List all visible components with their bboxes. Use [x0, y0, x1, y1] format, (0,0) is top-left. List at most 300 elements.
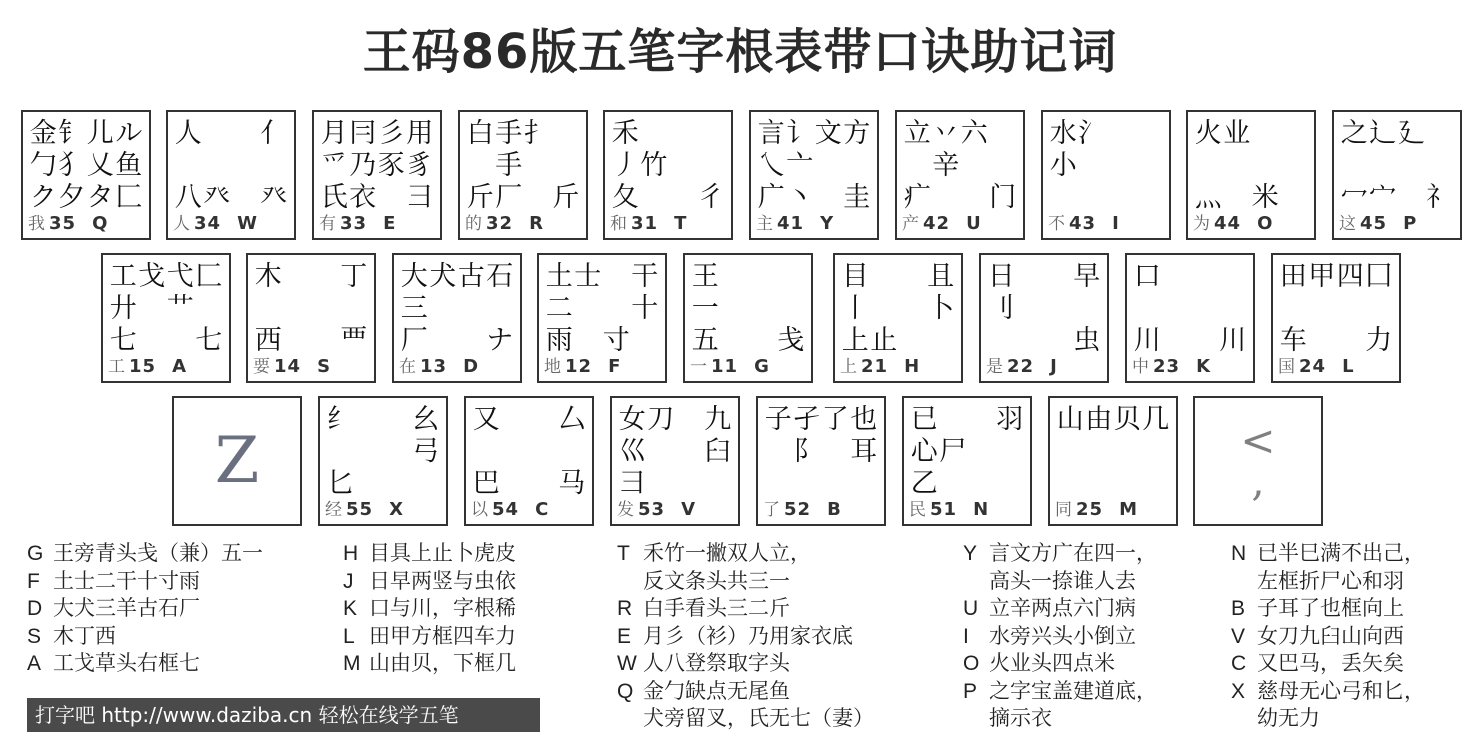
root-glyph: 七	[195, 325, 223, 356]
root-glyph: 匚	[195, 261, 223, 292]
root-glyph: 二	[545, 293, 573, 324]
root-glyph	[412, 468, 441, 500]
root-glyph	[457, 293, 486, 325]
root-glyph	[355, 436, 384, 468]
root-glyph: 一	[691, 293, 719, 324]
key-zone-code: 25	[1076, 499, 1104, 520]
key-roots	[691, 261, 805, 357]
key-label	[471, 499, 548, 521]
root-glyph	[987, 325, 1016, 357]
key-label	[544, 356, 620, 378]
mnemonic-text: 女刀九臼山向西	[1257, 623, 1404, 648]
root-glyph	[602, 293, 631, 325]
root-glyph: 也	[850, 404, 878, 435]
mnemonic-letter: X	[1231, 679, 1246, 703]
root-glyph	[996, 436, 1025, 468]
key-l[interactable]	[1271, 253, 1401, 383]
mnemonic-letter: Q	[617, 679, 634, 703]
mnemonic-line	[963, 568, 1157, 596]
mnemonic-letter: S	[27, 624, 42, 648]
root-glyph	[1078, 150, 1107, 182]
root-glyph	[631, 325, 660, 357]
root-glyph	[383, 404, 412, 436]
root-glyph	[1113, 468, 1142, 500]
mnemonic-text: 大犬三羊古石厂	[53, 596, 200, 620]
root-glyph: 亻	[260, 118, 288, 149]
mnemonic-line	[1231, 623, 1425, 651]
root-glyph: 五	[691, 325, 719, 356]
key-m[interactable]	[1048, 396, 1178, 526]
key-zone-code: 21	[861, 356, 889, 377]
key-w[interactable]	[166, 110, 296, 240]
root-glyph: ク	[29, 182, 57, 213]
key-zone-code: 44	[1214, 213, 1242, 234]
key-roots	[618, 404, 732, 500]
root-glyph	[1016, 293, 1045, 325]
root-glyph	[720, 325, 749, 357]
key-label	[1132, 356, 1210, 378]
mnemonic-text: 禾竹一撇双人立，	[643, 541, 811, 565]
key-zone-code: 42	[923, 213, 951, 234]
root-glyph	[283, 325, 312, 357]
root-glyph	[429, 325, 458, 357]
key-zone-code: 22	[1007, 356, 1035, 377]
root-glyph: 士	[574, 261, 602, 292]
root-glyph	[821, 468, 850, 500]
root-glyph	[989, 150, 1018, 182]
key-letter: J	[1050, 356, 1057, 377]
root-glyph	[1426, 118, 1455, 150]
root-glyph: 用	[406, 118, 434, 149]
mnemonic-line	[963, 678, 1157, 706]
key-label	[399, 356, 478, 378]
mnemonic-line	[963, 540, 1157, 568]
root-glyph: 爫	[320, 150, 348, 181]
key-x[interactable]	[318, 396, 448, 526]
root-glyph	[1280, 150, 1309, 182]
root-glyph	[1135, 150, 1164, 182]
root-glyph	[529, 436, 558, 468]
root-glyph: 广	[757, 182, 785, 213]
mnemonic-text: 木丁西	[53, 623, 116, 648]
root-glyph: 礻	[1426, 182, 1454, 213]
mnemonic-letter: P	[963, 679, 978, 703]
root-glyph: 古	[457, 261, 485, 292]
key-letter: L	[1342, 356, 1354, 377]
key-o[interactable]	[1186, 110, 1316, 240]
key-roots	[910, 404, 1024, 500]
root-glyph: 木	[254, 261, 282, 292]
root-glyph: 巴	[472, 468, 500, 499]
mnemonic-line	[963, 705, 1157, 733]
root-glyph: 覀	[340, 325, 368, 356]
key-high-frequency-char: 和	[610, 214, 627, 234]
key-roots	[174, 118, 288, 214]
root-glyph	[138, 325, 167, 357]
root-glyph: 厶	[558, 404, 586, 435]
root-glyph: 马	[558, 468, 586, 499]
key-e[interactable]	[312, 110, 442, 240]
root-glyph	[523, 150, 552, 182]
root-glyph: 钅	[58, 118, 86, 149]
key-label	[28, 213, 107, 235]
punctuation-key[interactable]	[1193, 396, 1323, 526]
mnemonic-line	[617, 595, 874, 623]
key-roots	[109, 261, 223, 357]
root-glyph	[523, 182, 552, 214]
root-glyph: 六	[960, 118, 988, 149]
mnemonic-letter: T	[617, 542, 630, 565]
key-label	[253, 356, 330, 378]
key-h[interactable]	[833, 253, 963, 383]
root-glyph: 弋	[166, 261, 194, 292]
mnemonic-text: 工戈草头右框七	[53, 651, 200, 675]
root-glyph: 耳	[850, 436, 878, 467]
z-key[interactable]	[172, 396, 302, 526]
key-high-frequency-char: 要	[253, 357, 270, 377]
root-glyph	[764, 436, 793, 468]
root-glyph: 目	[841, 261, 869, 292]
root-glyph: 疒	[903, 182, 931, 213]
root-glyph: 匕	[326, 468, 354, 499]
key-letter: T	[674, 213, 687, 234]
root-glyph	[720, 293, 749, 325]
root-glyph	[764, 468, 793, 500]
root-glyph: 八	[174, 182, 202, 213]
root-glyph: 石	[486, 261, 514, 292]
root-glyph: 巛	[618, 436, 646, 467]
key-zone-code: 31	[631, 213, 659, 234]
root-glyph: タ	[86, 182, 114, 213]
key-zone-code: 14	[274, 356, 302, 377]
root-glyph	[355, 468, 384, 500]
root-glyph	[1044, 325, 1073, 357]
root-glyph: 勹	[29, 150, 57, 181]
root-glyph: 尸	[939, 436, 967, 467]
key-letter: E	[383, 213, 396, 234]
root-glyph: 已	[910, 404, 938, 435]
root-glyph: 戋	[777, 325, 805, 356]
root-glyph	[1044, 261, 1073, 293]
root-glyph: 心	[910, 436, 938, 467]
root-glyph	[231, 118, 260, 150]
root-glyph: 鱼	[115, 150, 143, 181]
root-glyph: 手	[495, 150, 523, 181]
root-glyph	[377, 182, 406, 214]
key-s[interactable]	[246, 253, 376, 383]
root-glyph	[1085, 436, 1114, 468]
root-glyph: 乂	[86, 150, 114, 181]
root-glyph	[231, 150, 260, 182]
root-glyph: 三	[400, 293, 428, 324]
key-u[interactable]	[895, 110, 1025, 240]
root-glyph: 七	[109, 325, 137, 356]
key-roots	[1133, 261, 1247, 357]
mnemonic-letter: N	[1231, 542, 1247, 565]
root-glyph	[501, 468, 530, 500]
root-glyph: 人	[174, 118, 202, 149]
root-glyph	[501, 404, 530, 436]
root-glyph: 弓	[412, 436, 440, 467]
root-glyph	[1365, 293, 1394, 325]
key-zone-code: 53	[638, 499, 666, 520]
root-glyph	[967, 468, 996, 500]
key-zone-code: 51	[930, 499, 958, 520]
root-glyph: 虫	[1073, 325, 1101, 356]
root-glyph	[383, 436, 412, 468]
key-p[interactable]	[1332, 110, 1462, 240]
key-n[interactable]	[902, 396, 1032, 526]
root-glyph	[668, 118, 697, 150]
root-glyph: 禾	[611, 118, 639, 149]
root-glyph	[231, 182, 260, 214]
key-zone-code: 55	[346, 499, 374, 520]
root-glyph	[927, 325, 956, 357]
key-letter: F	[608, 356, 621, 377]
key-label	[319, 213, 395, 235]
root-glyph	[429, 293, 458, 325]
key-letter: Y	[820, 213, 834, 234]
root-glyph: 乃	[349, 150, 377, 181]
root-glyph	[1397, 150, 1426, 182]
root-glyph	[466, 150, 495, 182]
root-glyph	[668, 150, 697, 182]
root-glyph	[552, 118, 581, 150]
root-glyph	[1044, 293, 1073, 325]
key-letter: N	[973, 499, 989, 520]
root-glyph: 羽	[996, 404, 1024, 435]
root-glyph: 冖	[1340, 182, 1368, 213]
mnemonic-column	[27, 540, 263, 678]
root-glyph	[558, 436, 587, 468]
root-glyph	[1426, 150, 1455, 182]
root-glyph	[1162, 293, 1191, 325]
key-high-frequency-char: 发	[617, 500, 634, 520]
root-glyph	[355, 404, 384, 436]
root-glyph	[574, 325, 603, 357]
root-glyph: 氵	[1078, 118, 1106, 149]
key-high-frequency-char: 国	[1278, 357, 1295, 377]
key-q[interactable]	[21, 110, 151, 240]
root-glyph	[870, 261, 899, 293]
root-glyph: 田	[1279, 261, 1307, 292]
root-glyph	[1135, 182, 1164, 214]
root-glyph: 西	[254, 325, 282, 356]
key-t[interactable]	[603, 110, 733, 240]
key-high-frequency-char: 产	[902, 214, 919, 234]
root-glyph: 止	[870, 325, 898, 356]
root-glyph: 阝	[793, 436, 821, 467]
root-glyph: 夂	[611, 182, 639, 213]
key-k[interactable]	[1125, 253, 1255, 383]
key-letter: U	[966, 213, 981, 234]
root-glyph	[704, 468, 733, 500]
root-glyph	[138, 293, 167, 325]
key-letter: K	[1196, 356, 1211, 377]
root-glyph: 衣	[349, 182, 377, 213]
root-glyph	[1219, 293, 1248, 325]
mnemonic-column	[343, 540, 516, 678]
key-b[interactable]	[756, 396, 886, 526]
key-letter: C	[535, 499, 549, 520]
key-zone-code: 23	[1153, 356, 1181, 377]
root-glyph: 之	[1340, 118, 1368, 149]
mnemonic-line	[27, 568, 263, 596]
key-c[interactable]	[464, 396, 594, 526]
root-glyph: 夕	[58, 182, 86, 213]
key-high-frequency-char: 不	[1048, 214, 1065, 234]
mnemonic-line	[27, 540, 263, 568]
mnemonic-line	[27, 623, 263, 651]
mnemonic-text: 犬旁留叉，氏无七（妻）	[643, 706, 874, 730]
root-glyph	[1190, 293, 1219, 325]
root-glyph	[1308, 325, 1337, 357]
mnemonic-text: 又巴马，丢矢矣	[1257, 651, 1404, 675]
root-glyph: 彐	[406, 182, 434, 213]
root-glyph: 廴	[1397, 118, 1425, 149]
root-glyph: 雨	[545, 325, 573, 356]
root-glyph	[777, 293, 806, 325]
root-glyph: 刂	[987, 293, 1015, 324]
root-glyph: 亠	[786, 150, 814, 181]
key-roots	[611, 118, 725, 214]
key-j[interactable]	[979, 253, 1109, 383]
key-g[interactable]	[683, 253, 813, 383]
root-glyph: 九	[704, 404, 732, 435]
root-glyph	[574, 293, 603, 325]
root-glyph	[1016, 325, 1045, 357]
key-d[interactable]	[392, 253, 522, 383]
root-glyph: 土	[545, 261, 573, 292]
mnemonic-line	[1231, 678, 1425, 706]
mnemonic-letter: B	[1231, 597, 1246, 620]
key-high-frequency-char: 为	[1193, 214, 1210, 234]
root-glyph: 干	[631, 261, 659, 292]
key-a[interactable]	[101, 253, 231, 383]
root-glyph	[166, 325, 195, 357]
key-high-frequency-char: 是	[986, 357, 1003, 377]
root-glyph: 艹	[166, 293, 194, 324]
key-letter: M	[1119, 499, 1137, 520]
key-letter: O	[1257, 213, 1273, 234]
key-roots	[29, 118, 143, 214]
root-glyph: 丷	[932, 118, 960, 149]
key-r[interactable]	[458, 110, 588, 240]
root-glyph: 丨	[841, 293, 869, 324]
less-than-label: <	[1240, 416, 1276, 465]
key-roots	[545, 261, 659, 357]
root-glyph	[529, 468, 558, 500]
root-glyph	[1223, 182, 1252, 214]
mnemonic-letter: K	[343, 597, 358, 620]
root-glyph	[843, 150, 872, 182]
key-letter: X	[389, 499, 403, 520]
key-zone-code: 33	[340, 213, 368, 234]
root-glyph	[195, 293, 224, 325]
key-y[interactable]	[749, 110, 879, 240]
mnemonic-line	[343, 623, 516, 651]
key-letter: Q	[92, 213, 108, 234]
key-letter: D	[463, 356, 479, 377]
root-glyph	[939, 404, 968, 436]
root-glyph	[1251, 118, 1280, 150]
root-glyph: 宀	[1369, 182, 1397, 213]
mnemonic-text: 月彡（衫）乃用家衣底	[643, 623, 853, 648]
mnemonic-letter: C	[1231, 652, 1247, 675]
root-glyph	[777, 261, 806, 293]
key-i[interactable]	[1041, 110, 1171, 240]
key-zone-code: 32	[486, 213, 514, 234]
key-letter: V	[681, 499, 695, 520]
key-v[interactable]	[610, 396, 740, 526]
key-roots	[254, 261, 368, 357]
mnemonic-letter: M	[343, 652, 361, 675]
key-zone-code: 24	[1299, 356, 1327, 377]
key-roots	[1056, 404, 1170, 500]
root-glyph: 言	[757, 118, 785, 149]
root-glyph	[898, 293, 927, 325]
key-label	[610, 213, 686, 235]
root-glyph	[939, 468, 968, 500]
root-glyph: 工	[109, 261, 137, 292]
mnemonic-line	[343, 595, 516, 623]
root-glyph	[1219, 261, 1248, 293]
key-letter: R	[529, 213, 543, 234]
root-glyph	[1369, 150, 1398, 182]
mnemonic-line	[1231, 568, 1425, 596]
root-glyph: 匚	[115, 182, 143, 213]
root-glyph	[697, 118, 726, 150]
mnemonic-line	[617, 650, 874, 678]
root-glyph: 米	[1251, 182, 1279, 213]
root-glyph	[1073, 293, 1102, 325]
mnemonic-text: 山由贝，下框几	[369, 651, 516, 675]
key-roots	[466, 118, 580, 214]
root-glyph	[1016, 261, 1045, 293]
key-f[interactable]	[537, 253, 667, 383]
root-glyph: 车	[1279, 325, 1307, 356]
mnemonic-line	[963, 623, 1157, 651]
key-label	[902, 213, 981, 235]
root-glyph	[602, 261, 631, 293]
mnemonic-text: 言文方广在四一，	[989, 541, 1157, 565]
root-glyph: 厂	[400, 325, 428, 356]
root-glyph: 月	[320, 118, 348, 149]
root-glyph	[647, 468, 676, 500]
mnemonic-letter: F	[27, 569, 40, 593]
root-glyph	[1106, 182, 1135, 214]
root-glyph	[1223, 150, 1252, 182]
root-glyph: 水	[1049, 118, 1077, 149]
root-glyph: 手	[495, 118, 523, 149]
root-glyph	[720, 261, 749, 293]
root-glyph	[311, 325, 340, 357]
key-label	[690, 356, 769, 378]
root-glyph	[1251, 150, 1280, 182]
root-glyph: 竹	[640, 150, 668, 181]
mnemonic-text: 左框折尸心和羽	[1257, 568, 1404, 593]
root-glyph	[1190, 261, 1219, 293]
mnemonic-letter: D	[27, 597, 43, 620]
mnemonic-line	[617, 568, 874, 596]
root-glyph	[1106, 118, 1135, 150]
mnemonic-line	[963, 595, 1157, 623]
root-glyph: 刀	[647, 404, 675, 435]
root-glyph: 甲	[1308, 261, 1336, 292]
root-glyph: 囗	[1365, 261, 1393, 292]
key-letter: I	[1112, 213, 1119, 234]
mnemonic-text: 之字宝盖建道底，	[989, 678, 1157, 703]
